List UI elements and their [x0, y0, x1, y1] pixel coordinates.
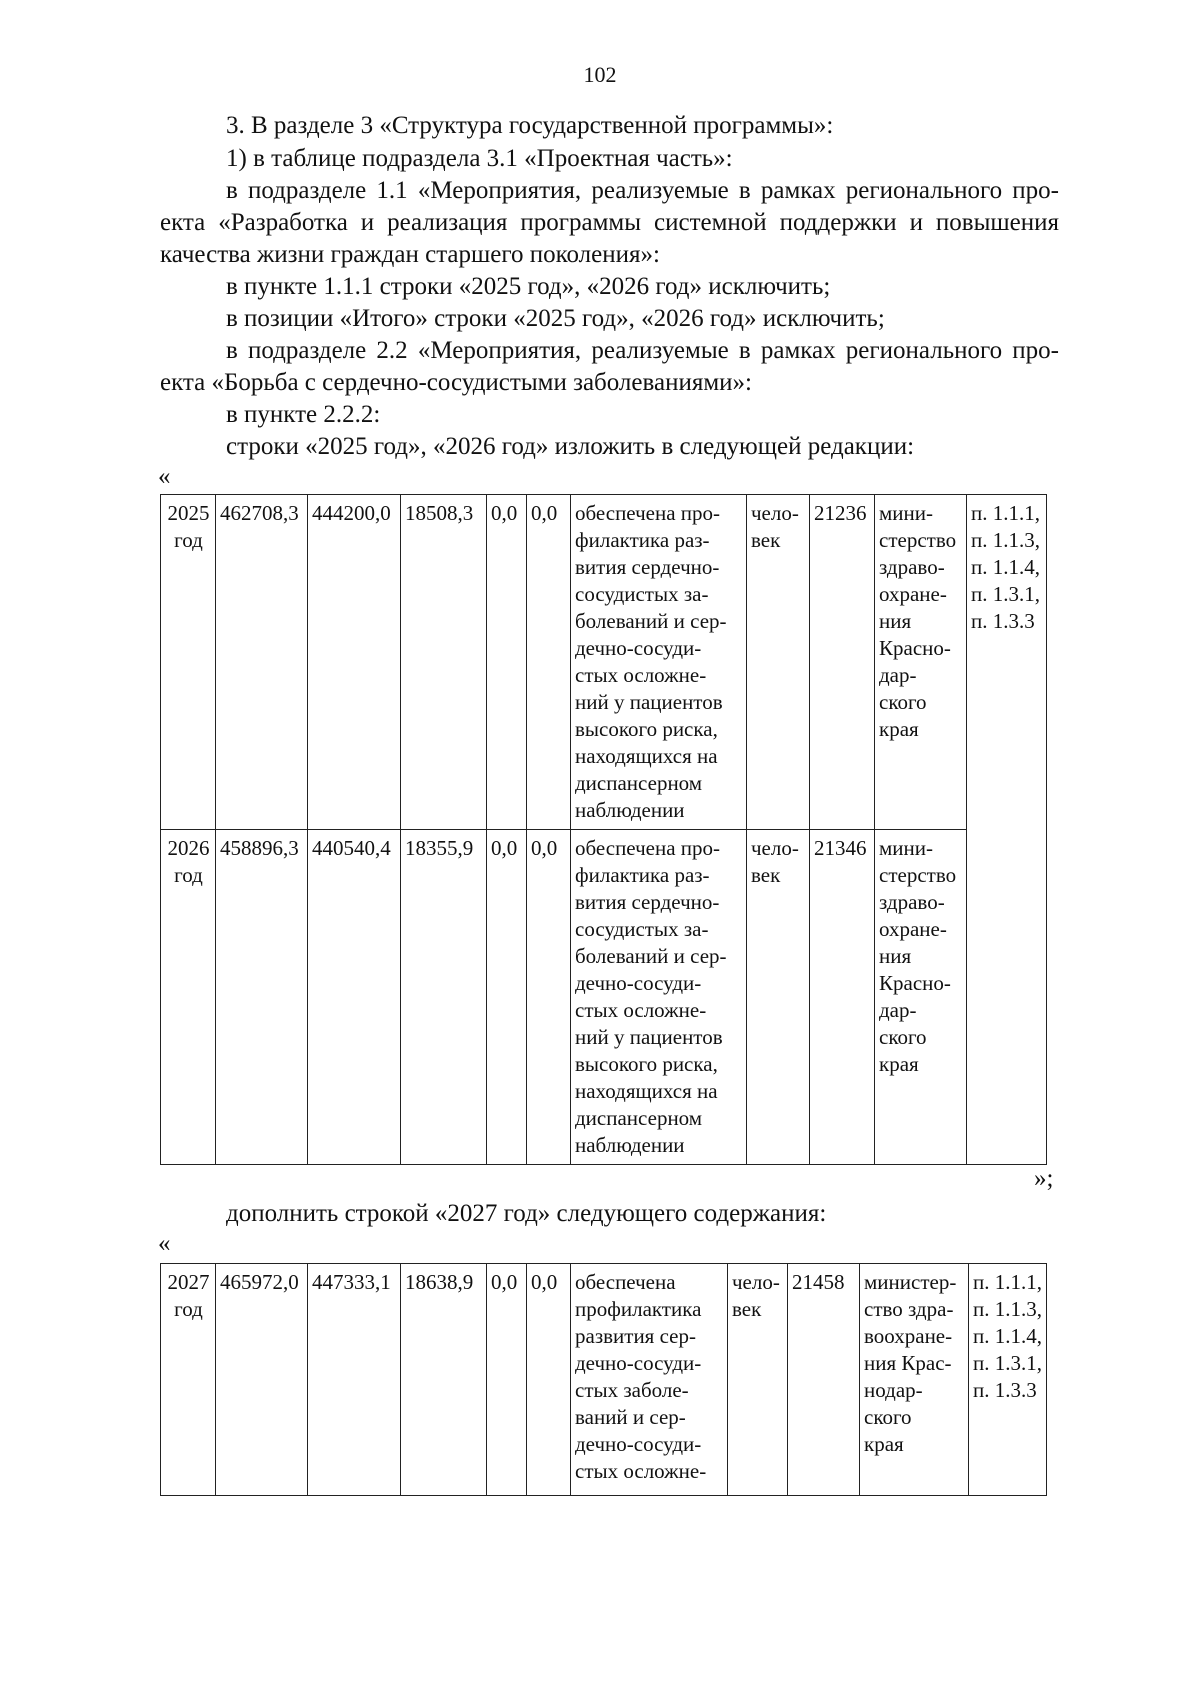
result-cell: обеспечена про- филактика раз- вития сердечно- сосудистых за- болеваний и сер- дечно-сосуди- стых осложне- ний у пациентов высокого риска, находящихся на диспансерном наблюдении — [571, 495, 747, 830]
value-cell: 21458 — [788, 1264, 860, 1496]
funding-cell: 0,0 — [527, 495, 571, 830]
intro-line-1: 3. В разделе 3 «Структура государственной программы»: — [226, 112, 834, 139]
total-funding-cell: 465972,0 — [216, 1264, 308, 1496]
open-quote-1: « — [158, 463, 171, 490]
intro-line-5: качества жизни граждан старшего поколения»: — [160, 241, 660, 268]
intro-line-2: 1) в таблице подраздела 3.1 «Проектная часть»: — [226, 145, 733, 172]
intro-line-11: строки «2025 год», «2026 год» изложить в следующей редакции: — [226, 433, 915, 460]
open-quote-2: « — [158, 1230, 171, 1257]
value-cell: 21236 — [810, 495, 875, 830]
funding-cell: 447333,1 — [308, 1264, 401, 1496]
intro-line-4: екта «Разработка и реализация программы системной поддержки и повышения — [160, 209, 1059, 236]
intro-line-8: в подразделе 2.2 «Мероприятия, реализуемые в рамках регионального про- — [226, 337, 1059, 364]
amendment-table-2025-2026 — [160, 494, 1047, 1165]
intro-line-6: в пункте 1.1.1 строки «2025 год», «2026 год» исключить; — [226, 273, 831, 300]
unit-cell: чело- век — [728, 1264, 788, 1496]
table-row — [161, 830, 1047, 1165]
close-quote: »; — [1034, 1165, 1054, 1192]
table-row — [161, 495, 1047, 830]
addition-text: дополнить строкой «2027 год» следующего содержания: — [226, 1200, 827, 1227]
funding-cell: 440540,4 — [308, 830, 401, 1165]
funding-cell: 0,0 — [487, 495, 527, 830]
refs-cell: п. 1.1.1, п. 1.1.3, п. 1.1.4, п. 1.3.1, п. 1.3.3 — [969, 1264, 1047, 1496]
funding-cell: 18355,9 — [401, 830, 487, 1165]
funding-cell: 444200,0 — [308, 495, 401, 830]
executor-cell: министер- ство здра- воохране- ния Крас- нодар- ского края — [860, 1264, 969, 1496]
year-cell: 2025 год — [161, 495, 216, 830]
funding-cell: 0,0 — [487, 1264, 527, 1496]
intro-line-9: екта «Борьба с сердечно-сосудистыми заболеваниями»: — [160, 369, 752, 396]
funding-cell: 18638,9 — [401, 1264, 487, 1496]
executor-cell: мини- стерство здраво- охране- ния Красно- дар- ского края — [875, 495, 967, 830]
value-cell: 21346 — [810, 830, 875, 1165]
page-number: 102 — [583, 62, 617, 87]
funding-cell: 0,0 — [487, 830, 527, 1165]
intro-line-10: в пункте 2.2.2: — [226, 401, 381, 428]
total-funding-cell: 462708,3 — [216, 495, 308, 830]
intro-line-7: в позиции «Итого» строки «2025 год», «2026 год» исключить; — [226, 305, 885, 332]
unit-cell: чело- век — [747, 495, 810, 830]
funding-cell: 0,0 — [527, 1264, 571, 1496]
unit-cell: чело- век — [747, 830, 810, 1165]
funding-cell: 18508,3 — [401, 495, 487, 830]
intro-line-3: в подразделе 1.1 «Мероприятия, реализуемые в рамках регионального про- — [226, 177, 1059, 204]
result-cell: обеспечена про- филактика раз- вития сердечно- сосудистых за- болеваний и сер- дечно-сосуди- стых осложне- ний у пациентов высокого риска, находящихся на диспансерном наблюдении — [571, 830, 747, 1165]
refs-cell: п. 1.1.1, п. 1.1.3, п. 1.1.4, п. 1.3.1, п. 1.3.3 — [967, 495, 1047, 1165]
year-cell: 2027 год — [161, 1264, 216, 1496]
year-cell: 2026 год — [161, 830, 216, 1165]
table-row — [161, 1264, 1047, 1496]
total-funding-cell: 458896,3 — [216, 830, 308, 1165]
amendment-table-2027 — [160, 1263, 1047, 1496]
result-cell: обеспечена профилактика развития сер- дечно-сосуди- стых заболе- ваний и сер- дечно-сосуди- стых осложне- — [571, 1264, 728, 1496]
funding-cell: 0,0 — [527, 830, 571, 1165]
executor-cell: мини- стерство здраво- охране- ния Красно- дар- ского края — [875, 830, 967, 1165]
